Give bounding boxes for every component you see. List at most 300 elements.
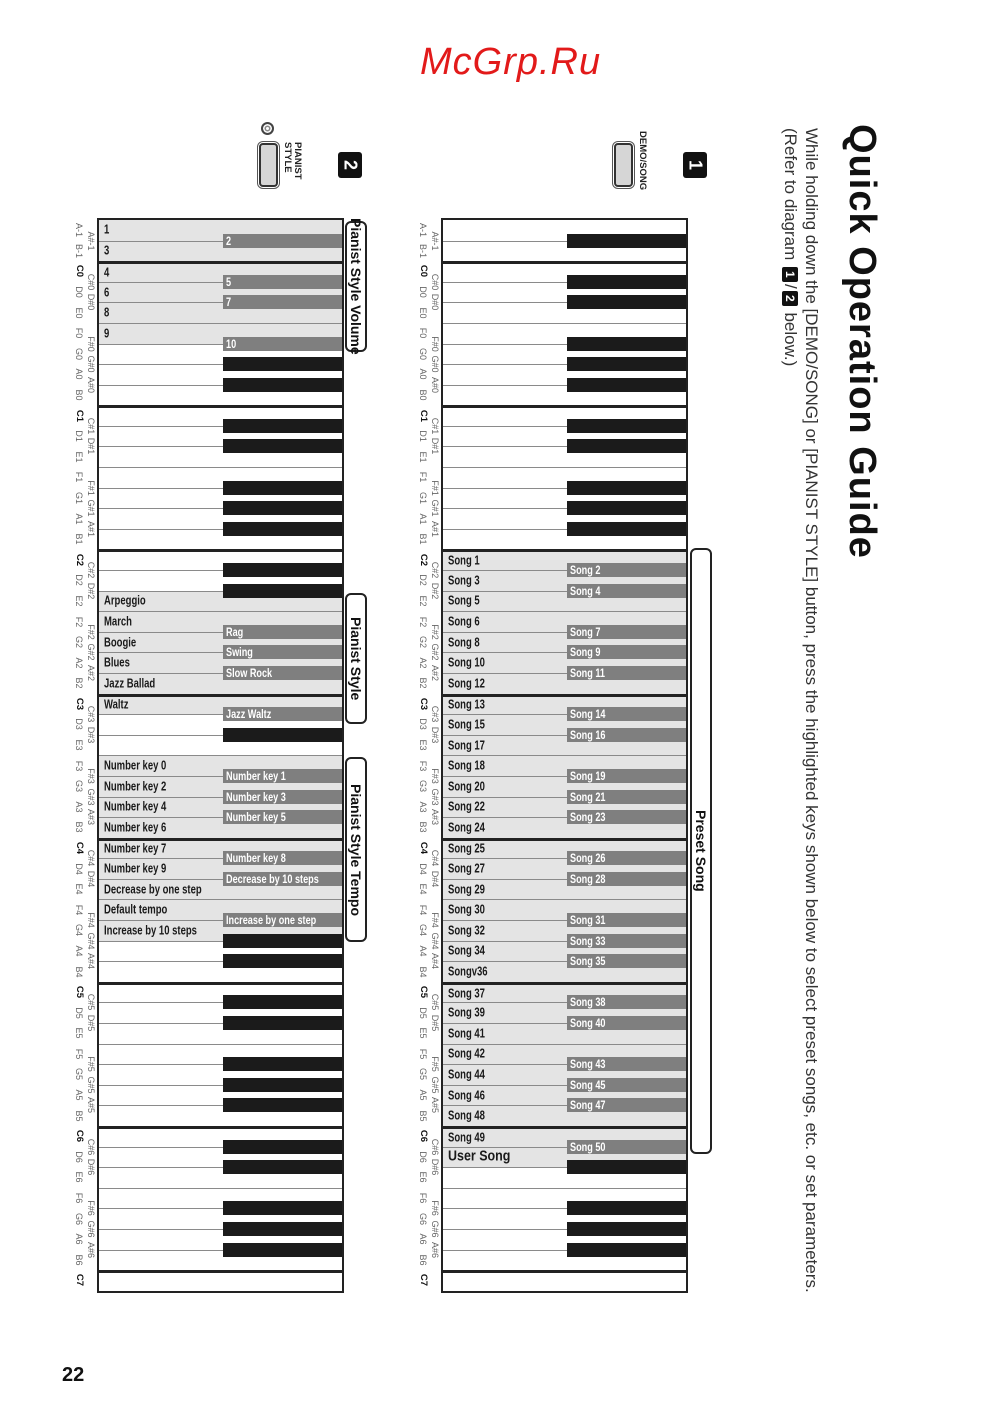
black-key-ds4 (223, 872, 342, 886)
note-label: G3 (418, 780, 428, 793)
note-label: E5 (418, 1027, 428, 1039)
key-function-label: Song 30 (448, 902, 485, 917)
black-key-cs2 (567, 563, 686, 577)
note-label: C6 (418, 1130, 429, 1143)
note-label: F0 (418, 327, 428, 339)
key-function-label: Song 13 (448, 697, 485, 712)
black-key-cs0 (223, 275, 342, 289)
key-function-label: Boogie (104, 635, 137, 650)
key-function-label: Song 29 (448, 882, 485, 897)
note-label: A3 (74, 801, 84, 813)
black-key-cs3 (223, 707, 342, 721)
note-label: F#1 (86, 479, 96, 496)
note-label: C#6 (86, 1138, 96, 1155)
black-key-gs3 (223, 790, 342, 804)
black-key-gs0 (223, 357, 342, 371)
note-label: G5 (74, 1068, 84, 1081)
key-label-area (99, 674, 221, 694)
black-key-gs5 (567, 1078, 686, 1092)
key-function-label: Song 6 (448, 614, 480, 629)
key-label-area (443, 841, 565, 859)
key-function-label: Song 40 (570, 1016, 606, 1030)
note-label: F#4 (430, 912, 440, 928)
black-key-gs1 (223, 501, 342, 515)
key-label-area (99, 818, 221, 838)
black-key-gs6 (567, 1222, 686, 1236)
black-key-fs4 (223, 913, 342, 927)
diagram-1-badge (683, 152, 707, 178)
note-label: A-1 (74, 223, 84, 238)
note-label: G#1 (86, 499, 96, 517)
key-function-label: Song 20 (448, 779, 485, 794)
note-label: C1 (418, 409, 429, 422)
note-label: G#0 (430, 355, 440, 373)
note-label: A1 (74, 513, 84, 525)
note-label: D#3 (86, 726, 96, 744)
key-function-label: Song 45 (570, 1077, 606, 1092)
key-function-label: Song 9 (570, 645, 601, 660)
note-label: D#5 (86, 1014, 96, 1032)
key-function-label: Decrease by one step (104, 882, 202, 897)
black-key-gs4 (223, 934, 342, 948)
key-label-area (99, 283, 221, 303)
note-label: A5 (418, 1089, 428, 1101)
key-label-area (99, 880, 221, 900)
note-label: G#6 (430, 1220, 440, 1238)
note-label: D#1 (86, 438, 96, 455)
black-key-fs2 (567, 625, 686, 639)
bracket-label: Pianist Style (348, 616, 364, 701)
key-label-area (99, 900, 221, 920)
black-key-ds4 (567, 872, 686, 886)
note-label: A#-1 (86, 231, 96, 251)
pianist-style-bracket (345, 593, 367, 724)
note-label: B5 (418, 1110, 428, 1122)
note-label: B-1 (418, 243, 428, 258)
note-label: A0 (418, 368, 428, 380)
black-key-as6 (567, 1243, 686, 1257)
key-label-area (443, 1148, 565, 1168)
demo-song-button-label: DEMO/SONG (637, 131, 648, 191)
key-function-label: Jazz Waltz (226, 707, 272, 722)
note-label: F#6 (86, 1200, 96, 1217)
note-label: E2 (418, 595, 428, 607)
note-label: G#2 (430, 643, 440, 661)
note-label: F1 (74, 472, 84, 483)
note-label: B6 (74, 1254, 84, 1266)
key-function-label: Song 8 (448, 635, 480, 650)
key-function-label: Swing (226, 645, 253, 660)
black-key-gs4 (567, 934, 686, 948)
key-function-label: Number key 6 (104, 820, 167, 835)
diagram-1-ref-badge: 1 (782, 267, 798, 282)
note-label: F#2 (86, 624, 96, 640)
key-function-label: Song 22 (448, 799, 485, 814)
pianist-style-button-icon (259, 143, 278, 187)
note-label: D1 (74, 430, 84, 442)
note-label: G#5 (86, 1076, 96, 1094)
note-label: A2 (74, 657, 84, 669)
pianist-style-button-label (282, 142, 302, 179)
key-function-label: 5 (226, 274, 232, 289)
black-key-as-1 (223, 234, 342, 248)
note-label: F2 (418, 616, 428, 627)
note-label: F#0 (430, 335, 440, 352)
black-key-gs0 (567, 357, 686, 371)
key-function-label: Number key 1 (226, 768, 286, 783)
note-label: A#5 (86, 1097, 96, 1114)
note-label: C2 (418, 553, 429, 566)
note-label: A#5 (430, 1097, 440, 1114)
black-key-cs4 (223, 851, 342, 865)
note-label: G2 (74, 636, 84, 649)
key-function-label: Slow Rock (226, 665, 273, 680)
note-label: A2 (418, 657, 428, 669)
key-function-label: Number key 3 (226, 789, 286, 804)
note-label: D#6 (430, 1158, 440, 1176)
key-label-area (443, 715, 565, 735)
note-label: B1 (74, 533, 84, 545)
note-label: C#6 (430, 1138, 440, 1155)
key-function-label: Song 49 (448, 1130, 485, 1145)
key-function-label: Song 46 (448, 1088, 485, 1103)
key-function-label: Song 15 (448, 717, 485, 732)
key-function-label: Blues (104, 655, 130, 670)
note-label: A-1 (418, 223, 428, 238)
black-key-fs1 (567, 481, 686, 495)
diagram-2-number: 2 (340, 159, 361, 170)
key-label-area (443, 921, 565, 941)
black-key-fs0 (567, 337, 686, 351)
key-function-label: Arpeggio (104, 593, 146, 608)
black-key-as5 (567, 1098, 686, 1112)
note-label: E4 (418, 883, 428, 895)
note-label: C#0 (86, 273, 96, 291)
note-label: G#2 (86, 643, 96, 661)
note-label: F#4 (86, 912, 96, 928)
note-label: A#0 (86, 376, 96, 393)
key-label-area (443, 818, 565, 838)
key-function-label: Song 42 (448, 1046, 485, 1061)
black-key-as4 (223, 954, 342, 968)
key-label-area (99, 697, 221, 715)
note-label: C0 (74, 265, 85, 278)
key-function-label: Song 34 (448, 943, 485, 958)
note-label: B2 (74, 677, 84, 689)
key-label-area (443, 633, 565, 653)
key-function-label: Song 43 (570, 1057, 606, 1072)
key-function-label: Number key 0 (104, 758, 167, 773)
key-function-label: Waltz (104, 697, 129, 712)
black-key-fs5 (567, 1057, 686, 1071)
black-key-as2 (223, 666, 342, 680)
key-function-label: Song 19 (570, 768, 606, 783)
black-key-gs3 (567, 790, 686, 804)
key-function-label: Number key 4 (104, 799, 167, 814)
note-label: G#6 (86, 1220, 96, 1238)
note-label: G0 (418, 347, 428, 360)
key-function-label: Songv36 (448, 964, 488, 979)
key-function-label: Song 11 (570, 665, 605, 680)
label-line: STYLE (282, 142, 293, 173)
note-label: C#2 (86, 561, 96, 579)
note-label: A3 (418, 801, 428, 813)
key-function-label: Number key 5 (226, 810, 286, 825)
note-label: A#1 (86, 520, 96, 537)
note-label: C6 (74, 1130, 85, 1143)
note-label: E0 (74, 307, 84, 319)
note-label: F6 (418, 1192, 428, 1204)
note-label: A4 (418, 945, 428, 957)
key-function-label: 9 (104, 326, 110, 341)
note-label: B0 (418, 389, 428, 401)
note-label: A#0 (430, 376, 440, 393)
note-label: F#3 (86, 768, 96, 784)
note-label: C#3 (86, 705, 96, 723)
note-label: F5 (418, 1048, 428, 1060)
key-function-label: Song 17 (448, 738, 485, 753)
key-label-area (99, 756, 221, 776)
page-title: Quick Operation Guide (841, 124, 883, 559)
black-key-fs5 (223, 1057, 342, 1071)
key-function-label: Song 12 (448, 676, 485, 691)
note-label: F#5 (86, 1056, 96, 1072)
note-label: E5 (74, 1027, 84, 1039)
preset-song-bracket (690, 548, 712, 1154)
separator: / (781, 284, 800, 289)
black-key-fs6 (223, 1201, 342, 1215)
black-key-as1 (223, 522, 342, 536)
note-label: D2 (418, 574, 428, 587)
note-label: C5 (418, 986, 429, 999)
note-label: C1 (74, 409, 85, 422)
black-key-ds5 (223, 1016, 342, 1030)
note-label: E0 (418, 307, 428, 319)
black-key-ds1 (223, 439, 342, 453)
note-label: A#3 (430, 809, 440, 826)
key-function-label: Jazz Ballad (104, 676, 156, 691)
key-function-label: Song 32 (448, 923, 485, 938)
note-label: G6 (418, 1212, 428, 1225)
black-key-cs4 (567, 851, 686, 865)
key-function-label: Song 21 (570, 789, 606, 804)
note-label: D3 (74, 718, 84, 731)
key-function-label: Song 39 (448, 1005, 485, 1020)
note-label: F0 (74, 327, 84, 339)
note-label: B3 (418, 821, 428, 833)
key-label-area (99, 592, 221, 612)
note-label: C2 (74, 553, 85, 566)
note-label: D6 (418, 1151, 428, 1163)
key-function-label: 6 (104, 285, 110, 300)
note-label: E3 (418, 739, 428, 751)
key-function-label: Song 37 (448, 986, 485, 1001)
note-label: D#4 (86, 870, 96, 888)
note-label: F#0 (86, 335, 96, 352)
key-label-area (443, 697, 565, 715)
note-label: A#6 (86, 1241, 96, 1258)
note-label: B6 (418, 1254, 428, 1266)
key-function-label: Song 10 (448, 655, 485, 670)
note-label: E3 (74, 739, 84, 751)
black-key-as-1 (567, 234, 686, 248)
key-function-label: 10 (226, 336, 237, 351)
note-label: B2 (418, 677, 428, 689)
note-label: A6 (74, 1233, 84, 1245)
key-label-area (443, 962, 565, 982)
black-key-gs6 (223, 1222, 342, 1236)
note-label: E1 (74, 451, 84, 463)
black-key-cs1 (223, 419, 342, 433)
key-label-area (99, 777, 221, 797)
note-label: A#1 (430, 520, 440, 537)
key-label-area (443, 1106, 565, 1126)
note-label: D#3 (430, 726, 440, 744)
black-key-fs4 (567, 913, 686, 927)
note-label: G1 (74, 491, 84, 504)
black-key-cs6 (567, 1140, 686, 1154)
note-label: C4 (418, 841, 429, 855)
note-label: D#2 (86, 582, 96, 599)
note-label: A#2 (430, 664, 440, 681)
black-key-gs5 (223, 1078, 342, 1092)
key-function-label: Default tempo (104, 902, 168, 917)
black-key-ds0 (223, 295, 342, 309)
key-label-area (443, 1045, 565, 1065)
key-label-area (443, 985, 565, 1003)
key-function-label: Song 1 (448, 553, 480, 568)
black-key-fs3 (567, 769, 686, 783)
black-key-as3 (223, 810, 342, 824)
black-key-as6 (223, 1243, 342, 1257)
key-function-label: Song 41 (448, 1026, 485, 1041)
note-label: D#5 (430, 1014, 440, 1032)
note-label: A#3 (86, 809, 96, 826)
note-label: F5 (74, 1048, 84, 1060)
key-label-area (99, 859, 221, 879)
note-label: E4 (74, 883, 84, 895)
note-label: A1 (418, 513, 428, 525)
key-function-label: March (104, 614, 132, 629)
note-label: C#1 (430, 417, 440, 435)
note-label: C#5 (86, 994, 96, 1011)
key-label-area (99, 220, 221, 241)
instructions-line-1: While holding down the [DEMO/SONG] or [PIANIST STYLE] button, press the highlighted keys shown below to select preset songs, etc. or set parameters. (802, 128, 821, 1293)
note-label: D#6 (86, 1158, 96, 1176)
note-label: D1 (418, 430, 428, 442)
key-label-area (99, 324, 221, 344)
note-label: E2 (74, 595, 84, 607)
note-label: A#6 (430, 1241, 440, 1258)
black-key-cs1 (567, 419, 686, 433)
key-function-label: Increase by 10 steps (104, 923, 197, 938)
black-key-fs0 (223, 337, 342, 351)
note-label: C5 (74, 986, 85, 999)
black-key-ds6 (567, 1160, 686, 1174)
note-label: C7 (418, 1274, 429, 1287)
key-label-area (443, 1086, 565, 1106)
note-label: C#4 (86, 850, 96, 867)
note-label: D3 (418, 718, 428, 731)
note-label: A#4 (430, 953, 440, 970)
note-label: D#2 (430, 582, 440, 599)
black-key-as4 (567, 954, 686, 968)
note-label: D4 (74, 862, 84, 875)
note-label: D0 (74, 286, 84, 298)
note-label: C#4 (430, 850, 440, 867)
note-label: D#0 (430, 294, 440, 311)
note-label: G6 (74, 1212, 84, 1225)
black-key-cs5 (223, 995, 342, 1009)
note-label: A4 (74, 945, 84, 957)
bracket-label: Pianist Style Volume (348, 218, 364, 355)
note-label: D6 (74, 1151, 84, 1163)
key-function-label: Number key 2 (104, 779, 167, 794)
note-label: B1 (418, 533, 428, 545)
key-label-area (443, 1065, 565, 1085)
black-key-fs2 (223, 625, 342, 639)
pianist-style-tempo-bracket (345, 757, 367, 942)
note-label: B4 (418, 966, 428, 978)
note-label: G1 (418, 491, 428, 504)
diagram-2-badge (338, 152, 362, 178)
white-key-c7 (99, 1270, 342, 1291)
black-key-cs2 (223, 563, 342, 577)
note-label: B-1 (74, 243, 84, 258)
keyboard-pianist-style (99, 220, 342, 1291)
key-function-label: Increase by one step (226, 913, 317, 928)
key-function-label: Song 31 (570, 913, 606, 928)
black-key-ds3 (223, 728, 342, 742)
key-label-area (443, 777, 565, 797)
key-function-label: Song 44 (448, 1067, 485, 1082)
bracket-label: Preset Song (693, 810, 709, 892)
black-key-ds3 (567, 728, 686, 742)
note-label: D5 (418, 1006, 428, 1019)
keyboard-demo-song (443, 220, 686, 1291)
black-key-fs6 (567, 1201, 686, 1215)
note-label: F#5 (430, 1056, 440, 1072)
note-label: A#-1 (430, 231, 440, 251)
note-label: G#1 (430, 499, 440, 517)
note-label: G#3 (430, 788, 440, 806)
instructions (780, 128, 822, 1293)
note-label: G#4 (86, 932, 96, 950)
note-label: E1 (418, 451, 428, 463)
black-key-gs2 (567, 645, 686, 659)
note-label: C7 (74, 1274, 85, 1287)
key-function-label: Song 28 (570, 871, 606, 886)
note-label: D0 (418, 286, 428, 298)
note-label: F6 (74, 1192, 84, 1204)
black-key-cs6 (223, 1140, 342, 1154)
note-label: B5 (74, 1110, 84, 1122)
note-label: B3 (74, 821, 84, 833)
black-key-ds1 (567, 439, 686, 453)
key-function-label: Song 16 (570, 727, 606, 742)
note-label: C#2 (430, 561, 440, 579)
key-function-label: 7 (226, 295, 232, 310)
note-label: G#4 (430, 932, 440, 950)
watermark: McGrp.Ru (420, 41, 602, 83)
key-label-area (99, 798, 221, 818)
diagram-1-number: 1 (685, 159, 706, 170)
demo-song-button-icon (614, 143, 633, 187)
key-function-label: Song 47 (570, 1098, 606, 1113)
key-function-label: 3 (104, 243, 110, 258)
key-label-area (443, 798, 565, 818)
key-function-label: 4 (104, 265, 110, 280)
